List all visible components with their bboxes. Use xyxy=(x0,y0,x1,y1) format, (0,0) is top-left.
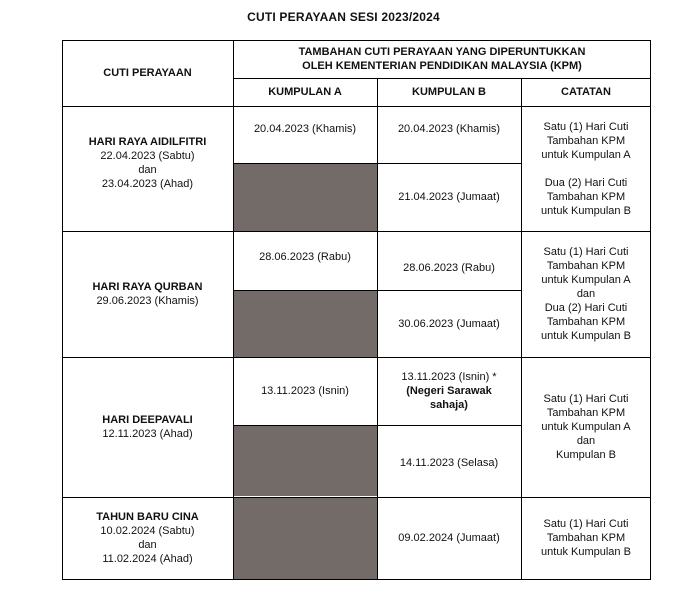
holiday-date-connector: dan xyxy=(138,539,157,551)
catatan-note xyxy=(521,106,651,231)
kumpulan-b-date: 28.06.2023 (Rabu) xyxy=(403,261,495,274)
header-kumpulan-b: KUMPULAN B xyxy=(412,86,486,98)
kumpulan-b-date: 20.04.2023 (Khamis) xyxy=(397,123,501,135)
holiday-name: HARI RAYA QURBAN xyxy=(92,281,203,293)
header-catatan: CATATAN xyxy=(561,86,611,98)
note-line: untuk Kumpulan B xyxy=(541,204,631,217)
kumpulan-a-date: 20.04.2023 (Khamis) xyxy=(253,123,357,135)
holiday-date: 22.04.2023 (Sabtu) xyxy=(100,149,195,162)
note-line: Tambahan KPM xyxy=(546,190,626,203)
holiday-date: 29.06.2023 (Khamis) xyxy=(96,295,199,307)
note-line: Dua (2) Hari Cuti xyxy=(544,302,628,314)
note-line: dan xyxy=(576,288,596,300)
page-title: CUTI PERAYAAN SESI 2023/2024 xyxy=(247,10,440,24)
note-line: untuk Kumpulan A xyxy=(541,421,631,433)
holiday-name: HARI RAYA AIDILFITRI xyxy=(88,135,207,148)
catatan-note xyxy=(521,497,651,579)
holiday-date: 12.11.2023 (Ahad) xyxy=(102,428,193,440)
holiday-date-connector: dan xyxy=(138,163,157,176)
note-line: untuk Kumpulan B xyxy=(541,546,631,558)
note-line: untuk Kumpulan A xyxy=(541,148,631,161)
kumpulan-b-date: 21.04.2023 (Jumaat) xyxy=(398,191,500,203)
blank-cell-qurban xyxy=(234,291,377,357)
note-line: Satu (1) Hari Cuti xyxy=(543,120,629,133)
header-tambahan-line2: OLEH KEMENTERIAN PENDIDIKAN MALAYSIA (KPM) xyxy=(302,60,582,72)
holiday-deepavali xyxy=(62,357,233,497)
note-line: Tambahan KPM xyxy=(546,316,626,328)
note-line: dan xyxy=(576,435,596,447)
note-line: Satu (1) Hari Cuti xyxy=(543,246,629,258)
kumpulan-a-date: 13.11.2023 (Isnin) xyxy=(261,385,349,397)
note-line: Satu (1) Hari Cuti xyxy=(543,518,629,530)
note-line: Dua (2) Hari Cuti xyxy=(544,176,628,189)
kumpulan-b-date: 09.02.2024 (Jumaat) xyxy=(398,532,500,544)
note-line: Tambahan KPM xyxy=(546,134,626,147)
catatan-note xyxy=(521,357,651,497)
catatan-note xyxy=(521,231,651,357)
note-line: untuk Kumpulan B xyxy=(541,330,631,342)
holiday-aidilfitri xyxy=(62,106,233,231)
holiday-qurban xyxy=(62,231,233,357)
note-line: Tambahan KPM xyxy=(546,260,626,272)
kumpulan-b-date: 13.11.2023 (Isnin) * xyxy=(401,371,497,383)
header-tambahan xyxy=(233,40,651,78)
holiday-date: 11.02.2024 (Ahad) xyxy=(102,553,193,565)
holiday-name: HARI DEEPAVALI xyxy=(102,414,193,426)
holiday-tahun-baru-cina xyxy=(62,497,233,579)
header-kumpulan-a: KUMPULAN A xyxy=(268,86,342,98)
holiday-table xyxy=(62,40,651,580)
note-line: untuk Kumpulan A xyxy=(541,274,631,286)
kumpulan-b-remark: sahaja) xyxy=(430,399,468,411)
holiday-date: 23.04.2023 (Ahad) xyxy=(101,177,194,190)
holiday-name: TAHUN BARU CINA xyxy=(96,511,199,523)
holiday-date: 10.02.2024 (Sabtu) xyxy=(100,525,195,537)
blank-cell-deepavali xyxy=(234,426,377,496)
note-line: Satu (1) Hari Cuti xyxy=(543,393,629,405)
blank-cell-tahun-baru-cina xyxy=(234,498,377,580)
note-line: Tambahan KPM xyxy=(546,532,626,544)
blank-cell-aidilfitri xyxy=(234,164,377,231)
note-line: Tambahan KPM xyxy=(546,407,626,419)
kumpulan-b-remark: (Negeri Sarawak xyxy=(406,385,492,397)
note-line: Kumpulan B xyxy=(556,449,616,461)
kumpulan-b-date: 14.11.2023 (Selasa) xyxy=(399,457,499,469)
header-tambahan-line1: TAMBAHAN CUTI PERAYAAN YANG DIPERUNTUKKAN xyxy=(298,46,586,58)
kumpulan-b-date-cell xyxy=(377,357,521,425)
kumpulan-b-date: 30.06.2023 (Jumaat) xyxy=(398,317,500,330)
kumpulan-a-date: 28.06.2023 (Rabu) xyxy=(259,250,351,263)
header-cuti-perayaan: CUTI PERAYAAN xyxy=(103,67,192,79)
